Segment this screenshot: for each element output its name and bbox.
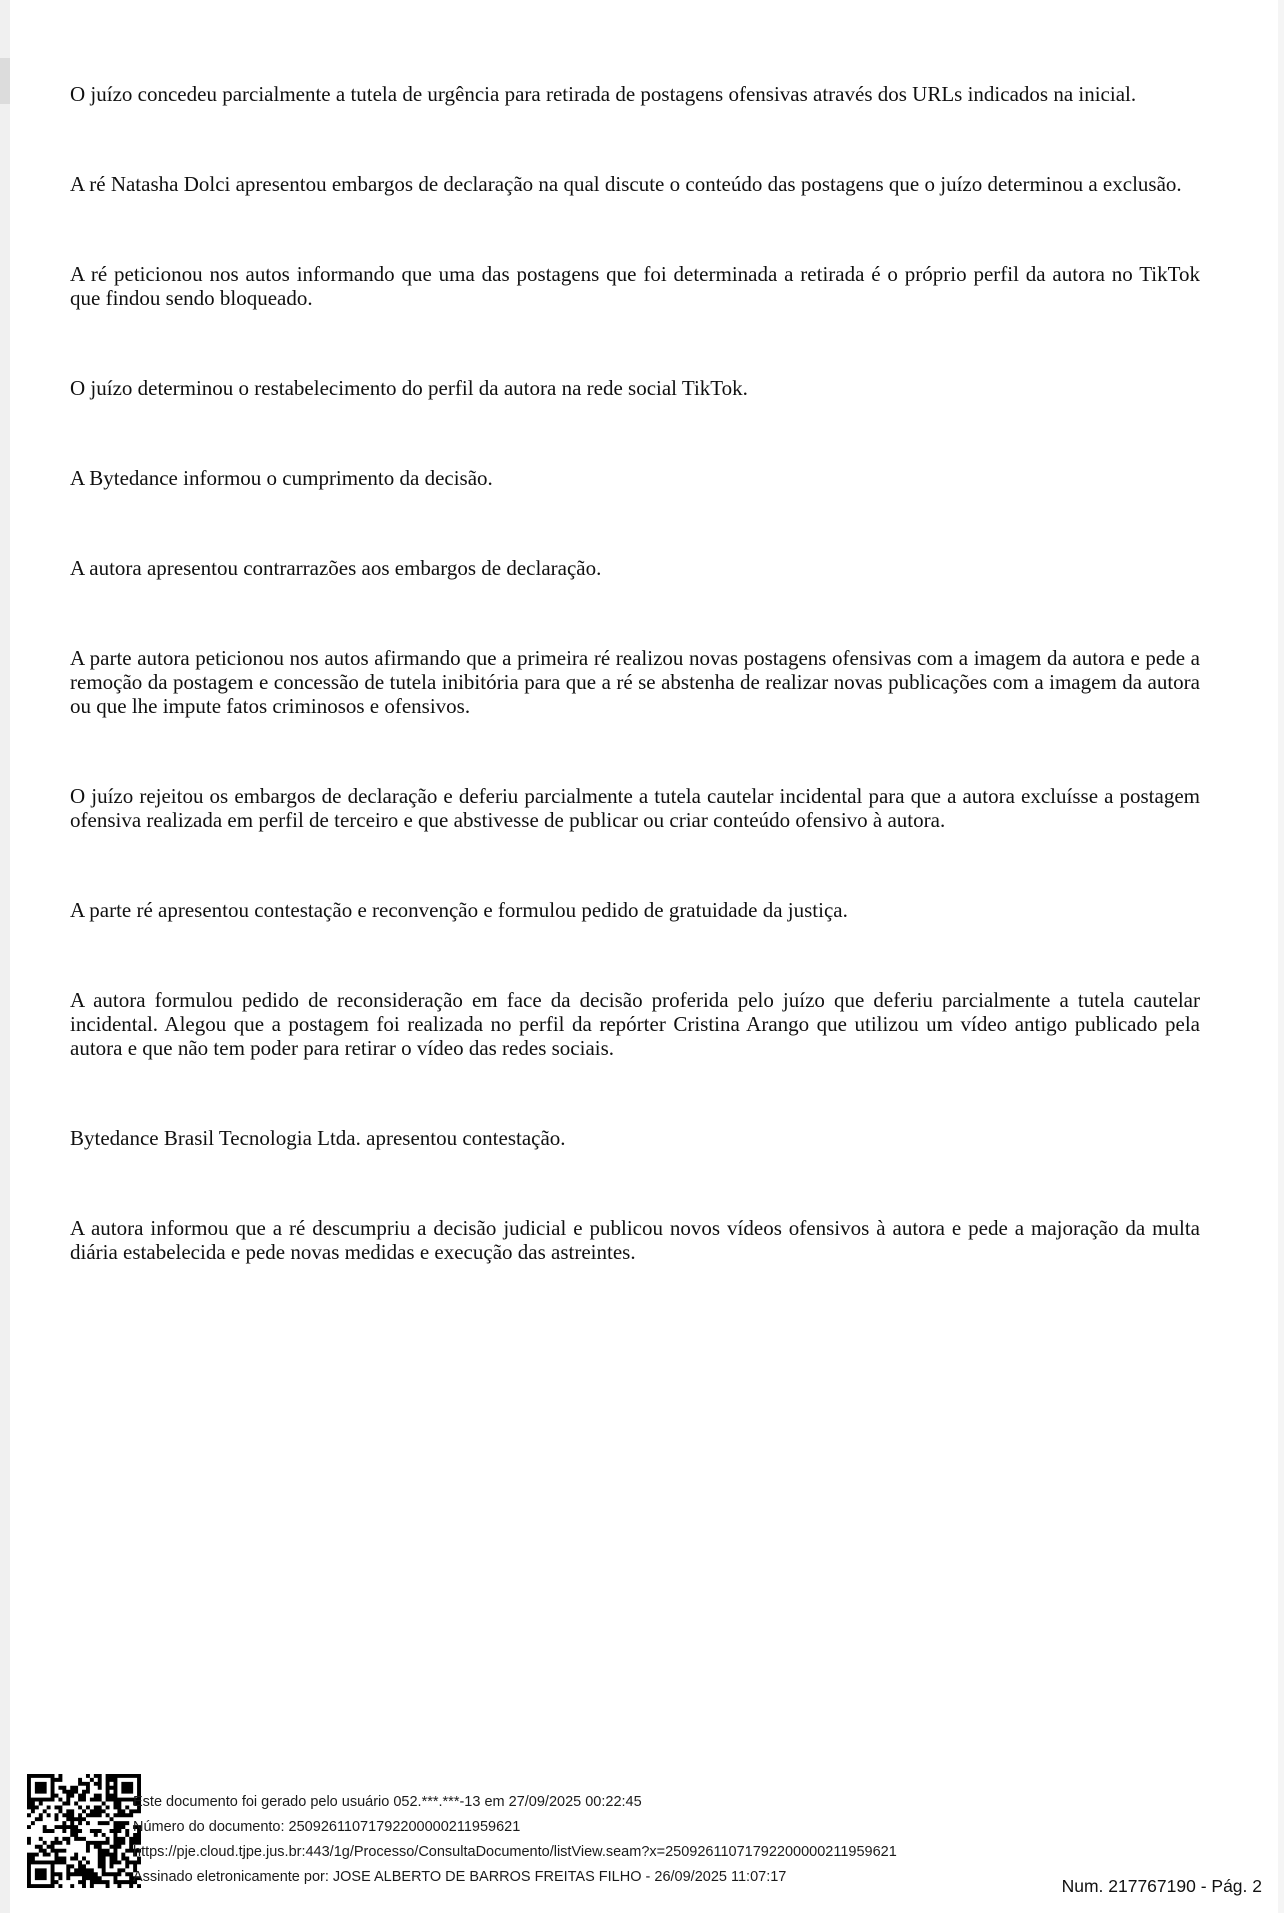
right-edge-strip: [1278, 0, 1284, 1913]
document-paragraph: A parte ré apresentou contestação e reconvenção e formulou pedido de gratuidade da justiça.: [70, 898, 848, 922]
footer-metadata: [133, 1790, 897, 1890]
footer-generated-line: Este documento foi gerado pelo usuário 052.***.***-13 em 27/09/2025 00:22:45: [133, 1794, 642, 1810]
page-number-label: Num. 217767190 - Pág. 2: [1061, 1876, 1262, 1896]
footer-signed-by: Assinado eletronicamente por: JOSE ALBERTO DE BARROS FREITAS FILHO - 26/09/2025 11:07:17: [133, 1869, 787, 1885]
document-paragraph: A autora formulou pedido de reconsideração em face da decisão proferida pelo juízo que deferiu parcialmente a tutela cautelar incidental. Alegou que a postagem foi realizada no perfil da repórter Cristina Arango que utilizou um vídeo antigo publicado pela autora e que não tem poder para retirar o vídeo das redes sociais.: [70, 988, 1200, 1060]
document-body: [70, 82, 1200, 1330]
document-paragraph: A autora apresentou contrarrazões aos embargos de declaração.: [70, 556, 602, 580]
document-paragraph: O juízo determinou o restabelecimento do perfil da autora na rede social TikTok.: [70, 376, 748, 400]
document-paragraph: A parte autora peticionou nos autos afirmando que a primeira ré realizou novas postagens ofensivas com a imagem da autora e pede a remoção da postagem e concessão de tutela inibitória para que a ré se abstenha de realizar novas publicações com a imagem da autora ou que lhe impute fatos criminosos e ofensivos.: [70, 646, 1200, 718]
document-paragraph: O juízo concedeu parcialmente a tutela de urgência para retirada de postagens ofensivas através dos URLs indicados na inicial.: [70, 82, 1137, 106]
footer-document-number: Número do documento: 25092611071792200000211959621: [133, 1819, 521, 1835]
document-paragraph: A ré peticionou nos autos informando que uma das postagens que foi determinada a retirada é o próprio perfil da autora no TikTok que findou sendo bloqueado.: [70, 262, 1200, 310]
document-paragraph: A autora informou que a ré descumpriu a decisão judicial e publicou novos vídeos ofensivos à autora e pede a majoração da multa diária estabelecida e pede novas medidas e execução das astreintes.: [70, 1216, 1200, 1264]
document-paragraph: A ré Natasha Dolci apresentou embargos de declaração na qual discute o conteúdo das postagens que o juízo determinou a exclusão.: [70, 172, 1182, 196]
footer-document-url: https://pje.cloud.tjpe.jus.br:443/1g/Processo/ConsultaDocumento/listView.seam?x=25092611071792200000211959621: [133, 1844, 897, 1860]
document-paragraph: Bytedance Brasil Tecnologia Ltda. apresentou contestação.: [70, 1126, 566, 1150]
left-edge-strip-segment: [0, 58, 10, 104]
document-paragraph: O juízo rejeitou os embargos de declaração e deferiu parcialmente a tutela cautelar incidental para que a autora excluísse a postagem ofensiva realizada em perfil de terceiro e que abstivesse de publicar ou criar conteúdo ofensivo à autora.: [70, 784, 1200, 832]
left-edge-strip: [0, 0, 10, 1913]
qr-code-icon: [27, 1774, 141, 1888]
document-paragraph: A Bytedance informou o cumprimento da decisão.: [70, 466, 493, 490]
